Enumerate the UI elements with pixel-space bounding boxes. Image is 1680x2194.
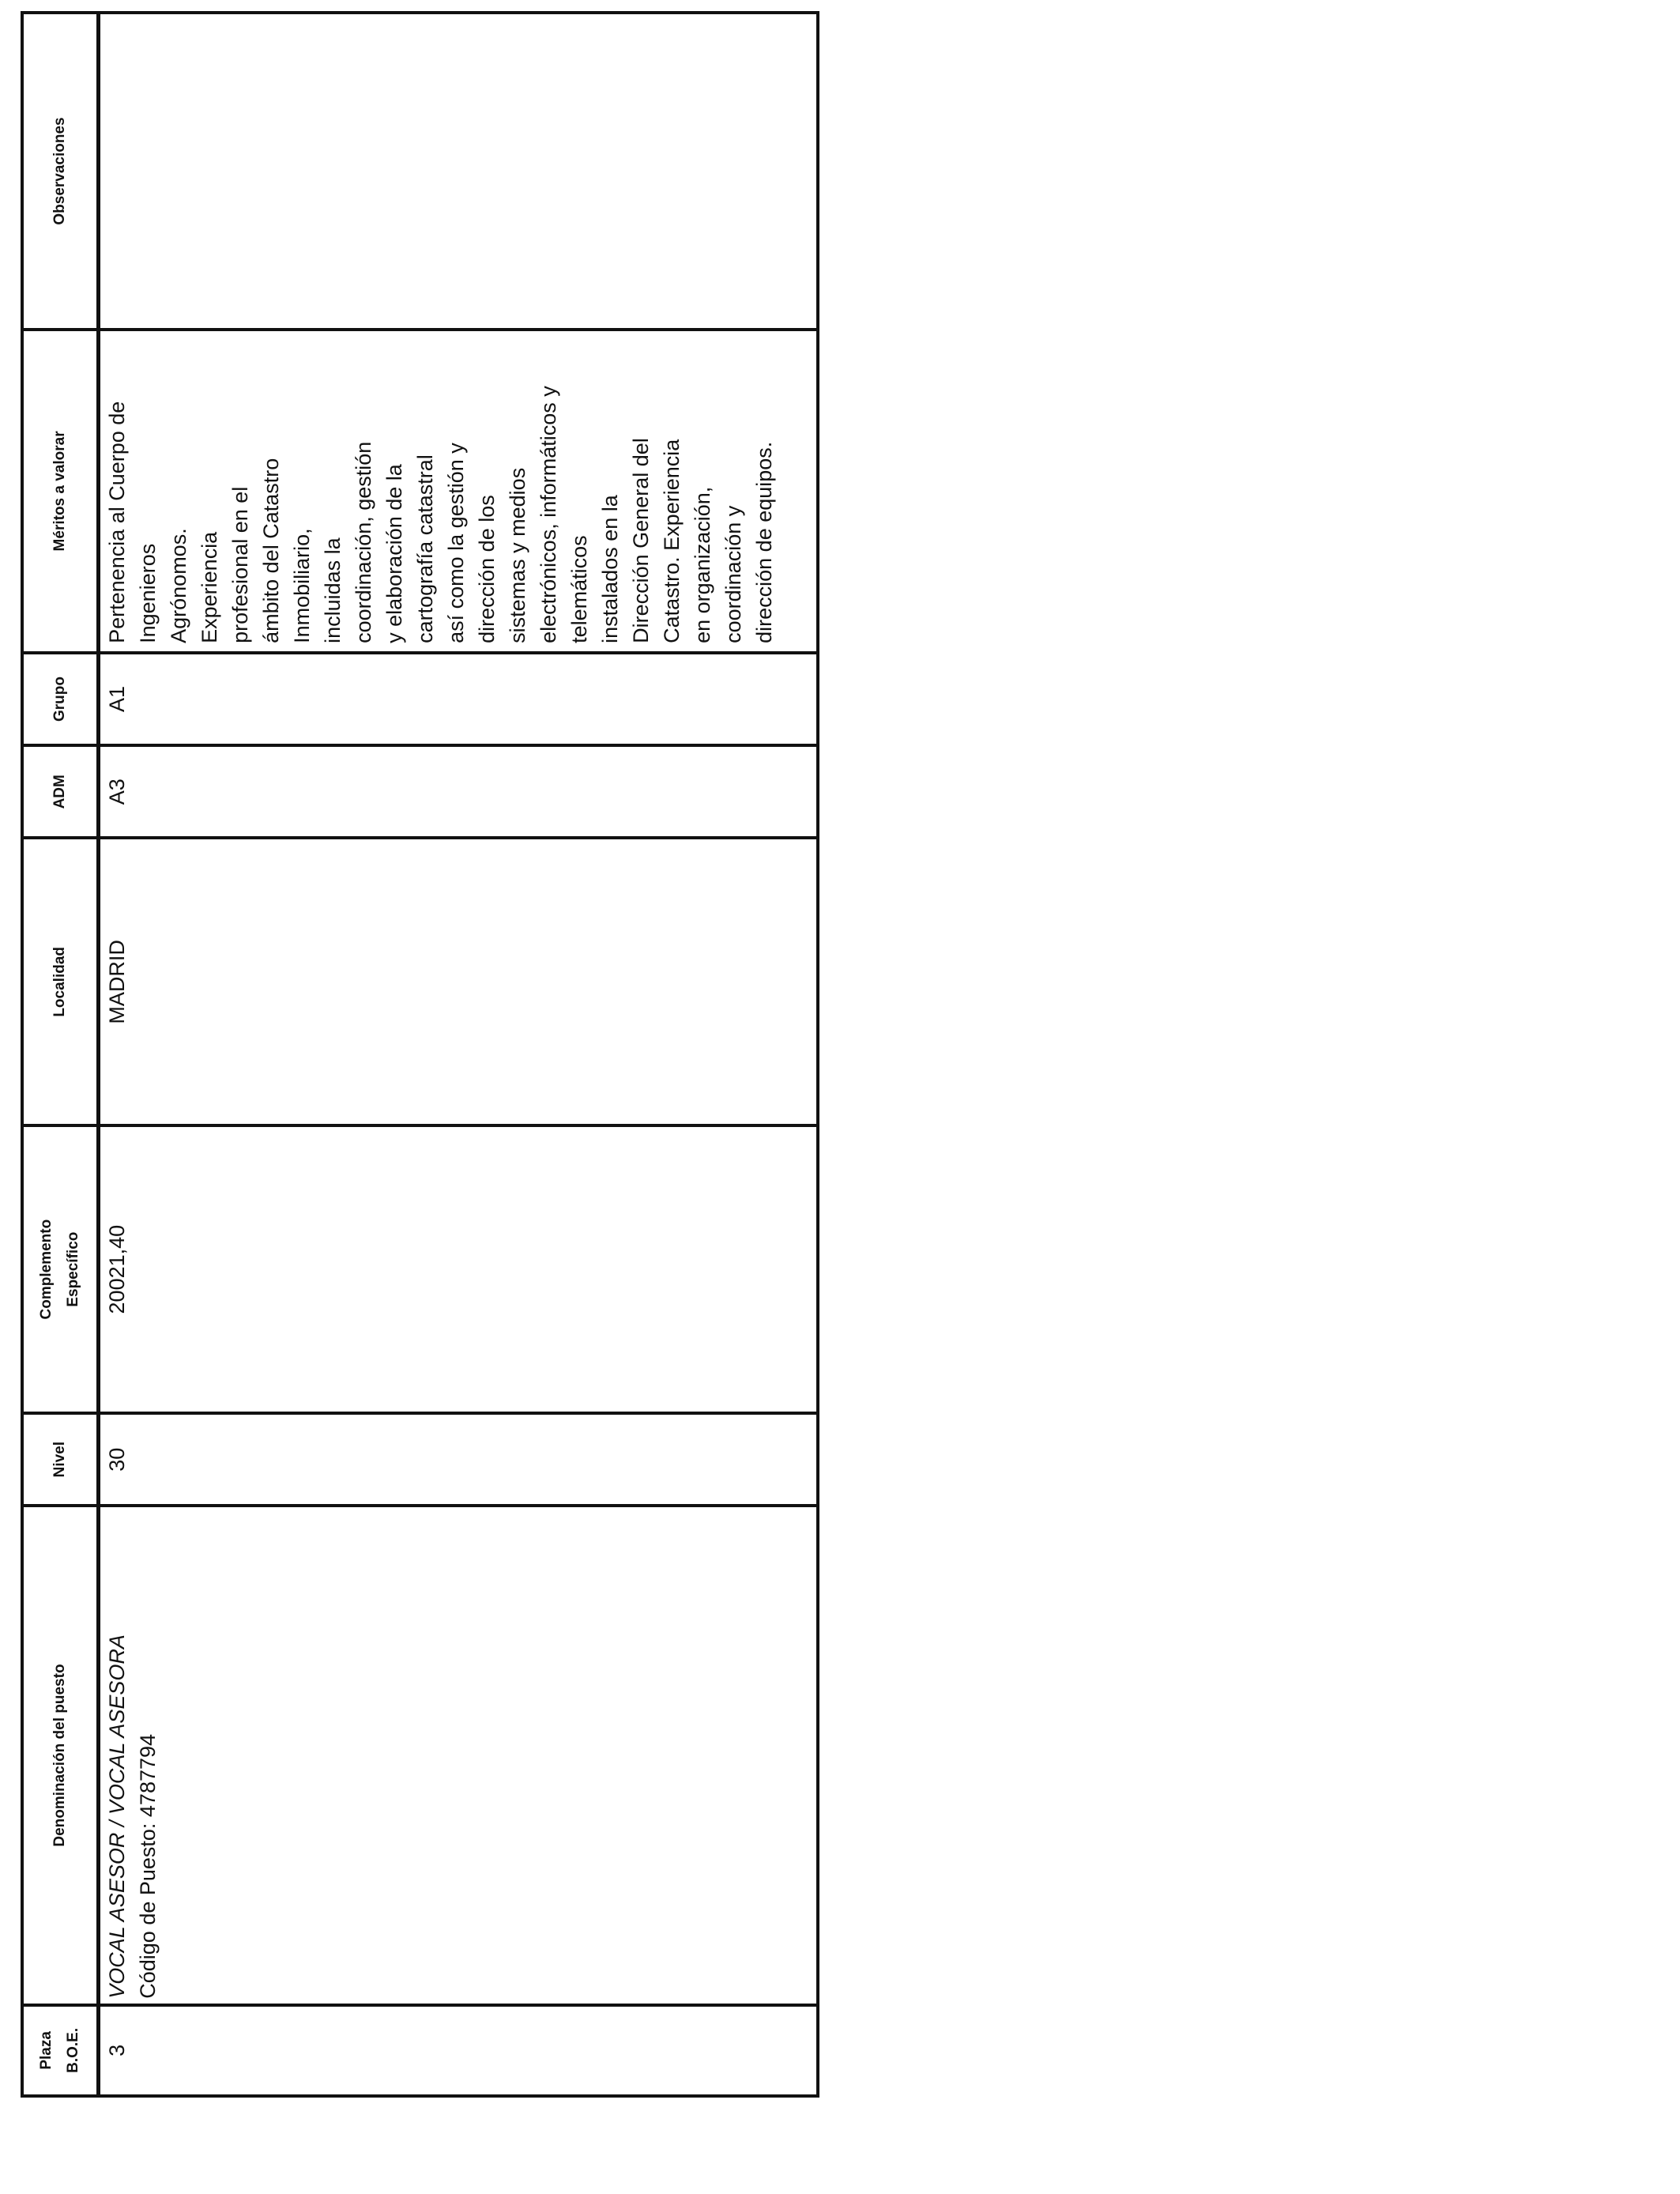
header-row — [22, 13, 99, 2096]
cell-nivel: 30 — [99, 1413, 819, 1506]
header-plaza — [22, 2005, 99, 2096]
cell-grupo: A1 — [99, 653, 819, 745]
header-plaza-line1: Plaza — [38, 2031, 55, 2070]
meritos-line: en organización, — [691, 486, 714, 643]
header-complemento-line2: Específico — [65, 1231, 81, 1307]
meritos-line: coordinación y — [721, 505, 745, 643]
header-plaza-line2: B.O.E. — [65, 2027, 81, 2073]
meritos-line: telemáticos — [567, 535, 591, 643]
meritos-line: ámbito del Catastro — [259, 458, 283, 643]
meritos-line: electrónicos, informáticos y — [537, 386, 560, 643]
meritos-line: cartografía catastral — [413, 454, 437, 643]
header-observaciones: Observaciones — [22, 13, 99, 330]
header-adm: ADM — [22, 745, 99, 838]
cell-plaza: 3 — [99, 2005, 819, 2096]
meritos-line: sistemas y medios — [506, 467, 529, 643]
meritos-line: dirección de equipos. — [752, 441, 776, 643]
meritos-line: profesional en el — [228, 486, 252, 643]
meritos-line: dirección de los — [475, 495, 499, 643]
header-grupo: Grupo — [22, 653, 99, 745]
header-nivel: Nivel — [22, 1413, 99, 1506]
header-denominacion: Denominación del puesto — [22, 1506, 99, 2004]
cell-observaciones — [99, 13, 819, 330]
cell-adm: A3 — [99, 745, 819, 838]
codigo-puesto: Código de Puesto: 4787794 — [136, 1733, 160, 1999]
meritos-line: Agrónomos. — [167, 528, 190, 643]
puestos-table — [21, 11, 819, 2098]
rotated-table-page — [21, 11, 819, 2098]
meritos-line: y elaboración de la — [382, 464, 406, 643]
meritos-line: Inmobiliario, — [290, 528, 314, 643]
meritos-line: así como la gestión y — [444, 443, 468, 643]
meritos-line: incluidas la — [321, 537, 345, 643]
meritos-line: instalados en la — [598, 495, 622, 643]
meritos-line: Pertenencia al Cuerpo de — [105, 401, 129, 643]
header-localidad: Localidad — [22, 838, 99, 1125]
meritos-line: Experiencia — [198, 531, 221, 643]
header-complemento — [22, 1125, 99, 1413]
cell-meritos — [99, 330, 819, 653]
meritos-line: Catastro. Experiencia — [660, 439, 684, 643]
cell-complemento: 20021,40 — [99, 1125, 819, 1413]
cell-denominacion — [99, 1506, 819, 2004]
meritos-line: Dirección General del — [629, 438, 653, 643]
cell-localidad: MADRID — [99, 838, 819, 1125]
meritos-line: Ingenieros — [136, 543, 160, 643]
puesto-title: VOCAL ASESOR / VOCAL ASESORA — [105, 1634, 129, 1999]
header-complemento-line1: Complemento — [38, 1219, 55, 1320]
meritos-line: coordinación, gestión — [352, 441, 375, 643]
table-row — [99, 13, 819, 2096]
header-meritos: Méritos a valorar — [22, 330, 99, 653]
